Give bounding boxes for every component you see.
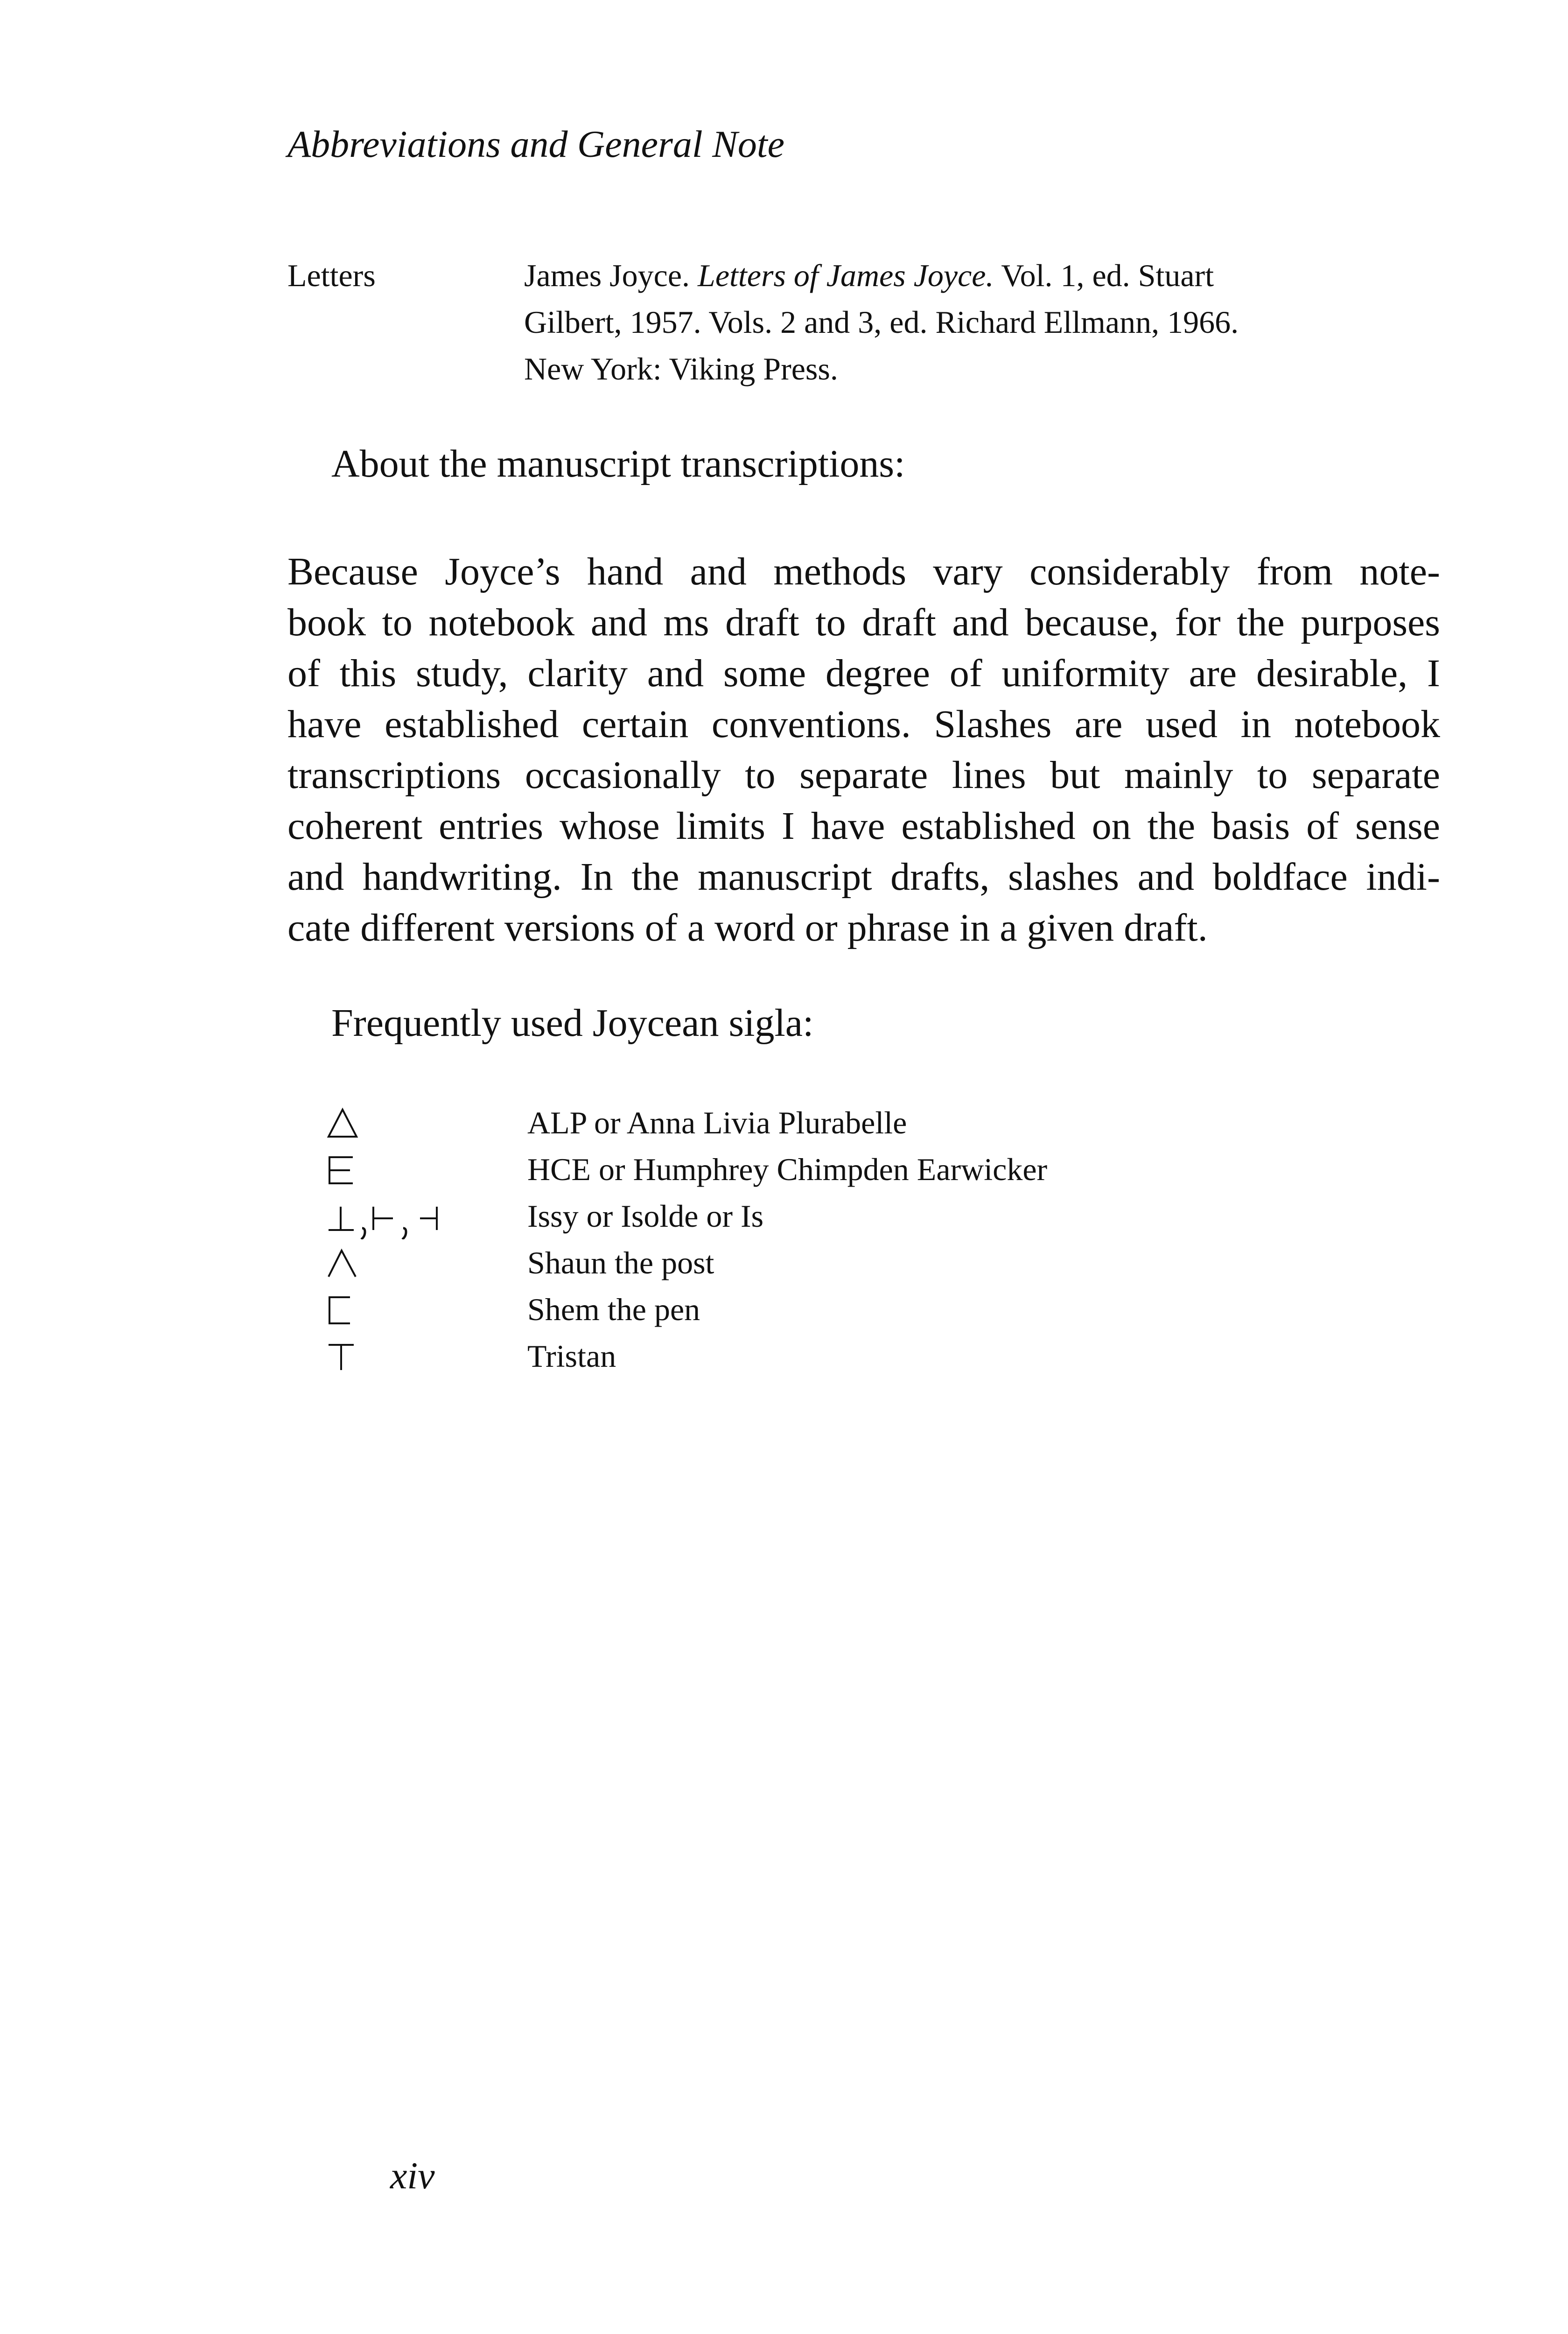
list-item: [327, 1286, 1353, 1333]
citation-line: [524, 299, 1364, 345]
paragraph-line: transcriptions occasionally to separate lines but mainly to separate: [287, 753, 1440, 797]
paragraph-line: of this study, clarity and some degree of uniformity are desirable, I: [287, 652, 1440, 695]
tee-sigil-icon: [327, 1333, 364, 1379]
running-head: Abbreviations and General Note: [287, 123, 785, 165]
list-item: [327, 1146, 1353, 1193]
issy-sigils-icon: [327, 1193, 467, 1239]
citation-text: Vol. 1, ed. Stuart: [994, 258, 1214, 293]
sigla-label: Shaun the post: [527, 1245, 714, 1280]
transcriptions-heading: About the manuscript transcriptions:: [331, 442, 905, 485]
citation-text: New York: Viking Press.: [524, 351, 838, 387]
citation-text: Gilbert, 1957. Vols. 2 and 3, ed. Richard Ellmann, 1966.: [524, 304, 1239, 340]
citation-title: Letters of James Joyce.: [698, 258, 994, 293]
caret-sigil-icon: [327, 1239, 364, 1286]
page-number: xiv: [390, 2154, 435, 2197]
paragraph-line: coherent entries whose limits I have established on the basis of sense: [287, 804, 1440, 848]
citation-line: [524, 345, 1364, 392]
sigla-label: ALP or Anna Livia Plurabelle: [527, 1105, 907, 1140]
sigla-heading: Frequently used Joycean sigla:: [331, 1001, 814, 1045]
paragraph-line: and handwriting. In the manuscript drafts, slashes and boldface indi-: [287, 855, 1440, 899]
list-item: [327, 1193, 1353, 1239]
e-sigil-icon: [327, 1146, 364, 1193]
bracket-sigil-icon: [327, 1286, 364, 1333]
sigla-label: HCE or Humphrey Chimpden Earwicker: [527, 1152, 1048, 1187]
paragraph-line: cate different versions of a word or phrase in a given draft.: [287, 906, 1208, 949]
sigla-label: Issy or Isolde or Is: [527, 1198, 764, 1234]
citation-text: James Joyce.: [524, 258, 698, 293]
paragraph-line: book to notebook and ms draft to draft and because, for the purposes: [287, 601, 1440, 644]
triangle-sigil-icon: [327, 1099, 364, 1146]
abbreviation-key: Letters: [287, 258, 376, 293]
paragraph-line: Because Joyce’s hand and methods vary considerably from note-: [287, 550, 1440, 593]
sigla-list: [327, 1099, 1353, 1379]
sigla-label: Tristan: [527, 1338, 616, 1374]
list-item: [327, 1239, 1353, 1286]
list-item: [327, 1333, 1353, 1379]
sigla-label: Shem the pen: [527, 1292, 700, 1327]
paragraph-line: have established certain conventions. Slashes are used in notebook: [287, 703, 1440, 746]
abbreviation-citation: [524, 252, 1364, 392]
citation-line: [524, 252, 1364, 299]
list-item: [327, 1099, 1353, 1146]
transcriptions-paragraph: [287, 546, 1440, 953]
